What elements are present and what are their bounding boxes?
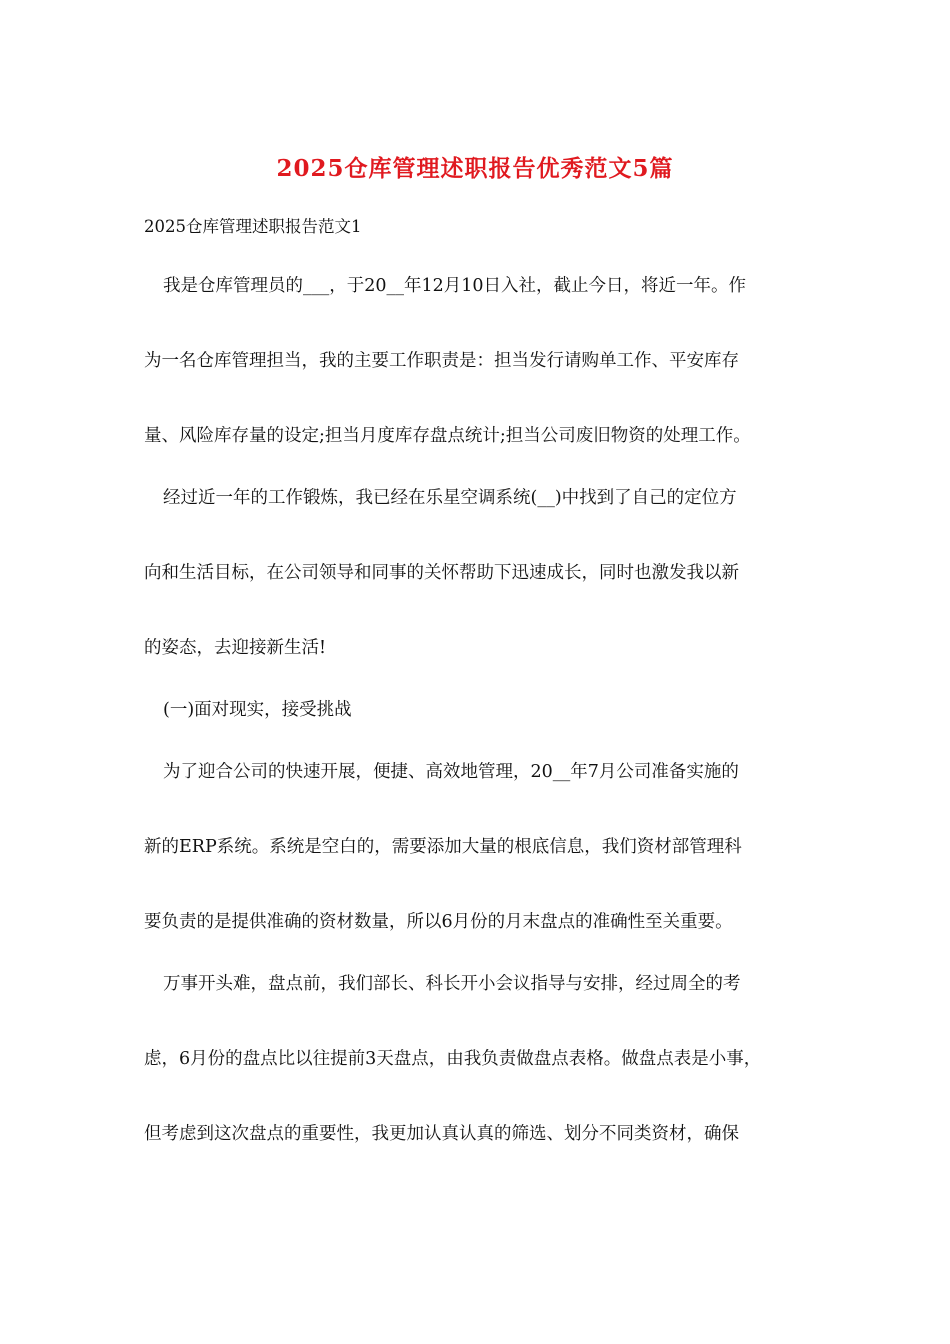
paragraph-line: 虑，6月份的盘点比以往提前3天盘点，由我负责做盘点表格。做盘点表是小事， <box>144 1049 762 1069</box>
paragraph-line: 万事开头难，盘点前，我们部长、科长开小会议指导与安排，经过周全的考 <box>163 974 741 994</box>
paragraph-line: 量、风险库存量的设定;担当月度库存盘点统计;担当公司废旧物资的处理工作。 <box>144 426 751 446</box>
paragraph-line: 但考虑到这次盘点的重要性，我更加认真认真的筛选、划分不同类资材，确保 <box>144 1124 739 1144</box>
paragraph-line: 的姿态，去迎接新生活! <box>144 638 327 658</box>
paragraph-line: 向和生活目标，在公司领导和同事的关怀帮助下迅速成长，同时也激发我以新 <box>144 563 739 583</box>
paragraph-line: 新的ERP系统。系统是空白的，需要添加大量的根底信息，我们资材部管理科 <box>144 837 742 857</box>
paragraph-line: 我是仓库管理员的___，于20__年12月10日入社，截止今日，将近一年。作 <box>163 276 747 296</box>
paragraph-line: 为一名仓库管理担当，我的主要工作职责是：担当发行请购单工作、平安库存 <box>144 351 739 371</box>
paragraph-line: 经过近一年的工作锻炼，我已经在乐星空调系统(__)中找到了自己的定位方 <box>163 488 737 508</box>
section-heading: 2025仓库管理述职报告范文1 <box>144 217 362 236</box>
section-subheading: (一)面对现实，接受挑战 <box>163 700 352 720</box>
paragraph-line: 要负责的是提供准确的资材数量，所以6月份的月末盘点的准确性至关重要。 <box>144 912 733 932</box>
document-title: 2025仓库管理述职报告优秀范文5篇 <box>276 155 674 182</box>
paragraph-line: 为了迎合公司的快速开展，便捷、高效地管理，20__年7月公司准备实施的 <box>163 762 739 782</box>
